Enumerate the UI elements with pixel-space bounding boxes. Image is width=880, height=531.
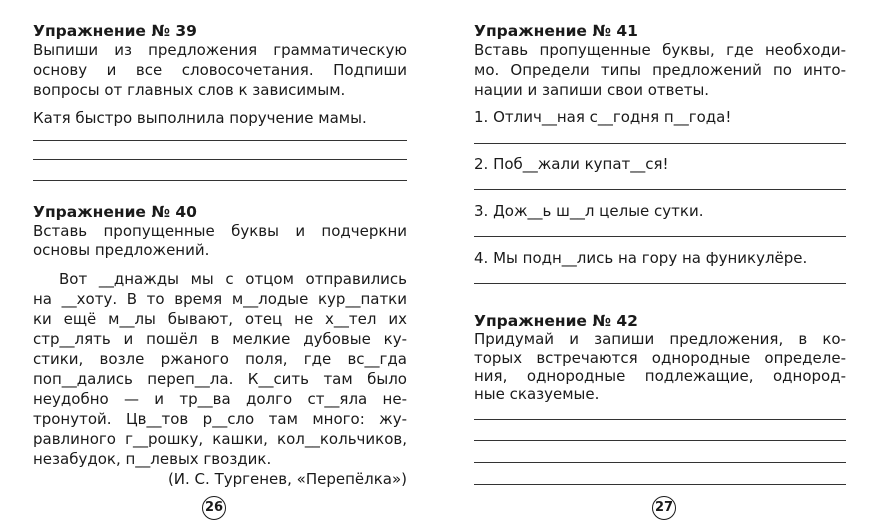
exercise-39-title: Упражнение № 39 bbox=[33, 22, 197, 40]
exercise-39-task-line: вопросы от главных слов к зависимым. bbox=[33, 81, 346, 99]
exercise-40-text-line: стр__лять и пошёл в мелкие дубовые ку- bbox=[33, 330, 407, 348]
exercise-40-text-line: тронутой. Цв__тов р__сло там много: жу- bbox=[33, 410, 407, 428]
exercise-41-item: 4. Мы подн__лись на гору на фуникулёре. bbox=[474, 249, 808, 267]
exercise-40-source: (И. С. Тургенев, «Перепёлка») bbox=[167, 470, 407, 488]
exercise-41-item: 1. Отлич__ная с__годня п__года! bbox=[474, 108, 732, 126]
answer-line[interactable] bbox=[474, 189, 846, 190]
answer-line[interactable] bbox=[474, 236, 846, 237]
exercise-40-title: Упражнение № 40 bbox=[33, 203, 197, 221]
answer-line[interactable] bbox=[474, 283, 846, 284]
exercise-40-text-line: стики, возле ржаного поля, где вс__гда bbox=[33, 350, 407, 368]
exercise-40-task-line: основы предложений. bbox=[33, 241, 210, 259]
answer-line[interactable] bbox=[474, 440, 846, 441]
exercise-40-text-line: незабудок, п__левых гвоздик. bbox=[33, 450, 272, 468]
exercise-41-task-line: Вставь пропущенные буквы, где необходи- bbox=[474, 41, 846, 59]
exercise-42-title: Упражнение № 42 bbox=[474, 312, 638, 330]
exercise-41-item: 2. Поб__жали купат__ся! bbox=[474, 155, 669, 173]
exercise-42-task-line: ния, однородные подлежащие, однород- bbox=[474, 367, 846, 385]
exercise-39-task-line: Выпиши из предложения грамматическую bbox=[33, 41, 407, 59]
exercise-41-task-line: нации и запиши свои ответы. bbox=[474, 81, 710, 99]
exercise-40-text-line: Вот __днажды мы с отцом отправились bbox=[59, 270, 407, 288]
exercise-40-text-line: равлиного г__рошку, кашки, кол__кольчиков, bbox=[33, 430, 407, 448]
exercise-39-sentence: Катя быстро выполнила поручение мамы. bbox=[33, 109, 367, 127]
exercise-42-task-line: ные сказуемые. bbox=[474, 385, 600, 403]
exercise-41-item: 3. Дож__ь ш__л целые сутки. bbox=[474, 202, 704, 220]
exercise-41-title: Упражнение № 41 bbox=[474, 22, 638, 40]
answer-line[interactable] bbox=[33, 159, 407, 160]
exercise-41-task-line: мо. Определи типы предложений по инто- bbox=[474, 61, 846, 79]
exercise-42-task-line: Придумай и запиши предложения, в ко- bbox=[474, 330, 846, 348]
page-number: 26 bbox=[202, 496, 226, 520]
exercise-40-text-line: поп__дались переп__ла. К__сить там было bbox=[33, 370, 407, 388]
answer-line[interactable] bbox=[33, 140, 407, 141]
answer-line[interactable] bbox=[474, 143, 846, 144]
exercise-39-task-line: основу и все словосочетания. Подпиши bbox=[33, 61, 407, 79]
exercise-40-text-line: ки ещё м__лы бывают, отец не х__тел их bbox=[33, 310, 407, 328]
answer-line[interactable] bbox=[474, 484, 846, 485]
answer-line[interactable] bbox=[33, 180, 407, 181]
exercise-40-text-line: неудобно — и тр__ва долго ст__яла не- bbox=[33, 390, 407, 408]
exercise-40-text-line: на __хоту. В то время м__лодые кур__патки bbox=[33, 290, 407, 308]
page-number: 27 bbox=[652, 496, 676, 520]
answer-line[interactable] bbox=[474, 419, 846, 420]
exercise-42-task-line: торых встречаются однородные определе- bbox=[474, 349, 846, 367]
exercise-40-task-line: Вставь пропущенные буквы и подчеркни bbox=[33, 222, 407, 240]
answer-line[interactable] bbox=[474, 462, 846, 463]
